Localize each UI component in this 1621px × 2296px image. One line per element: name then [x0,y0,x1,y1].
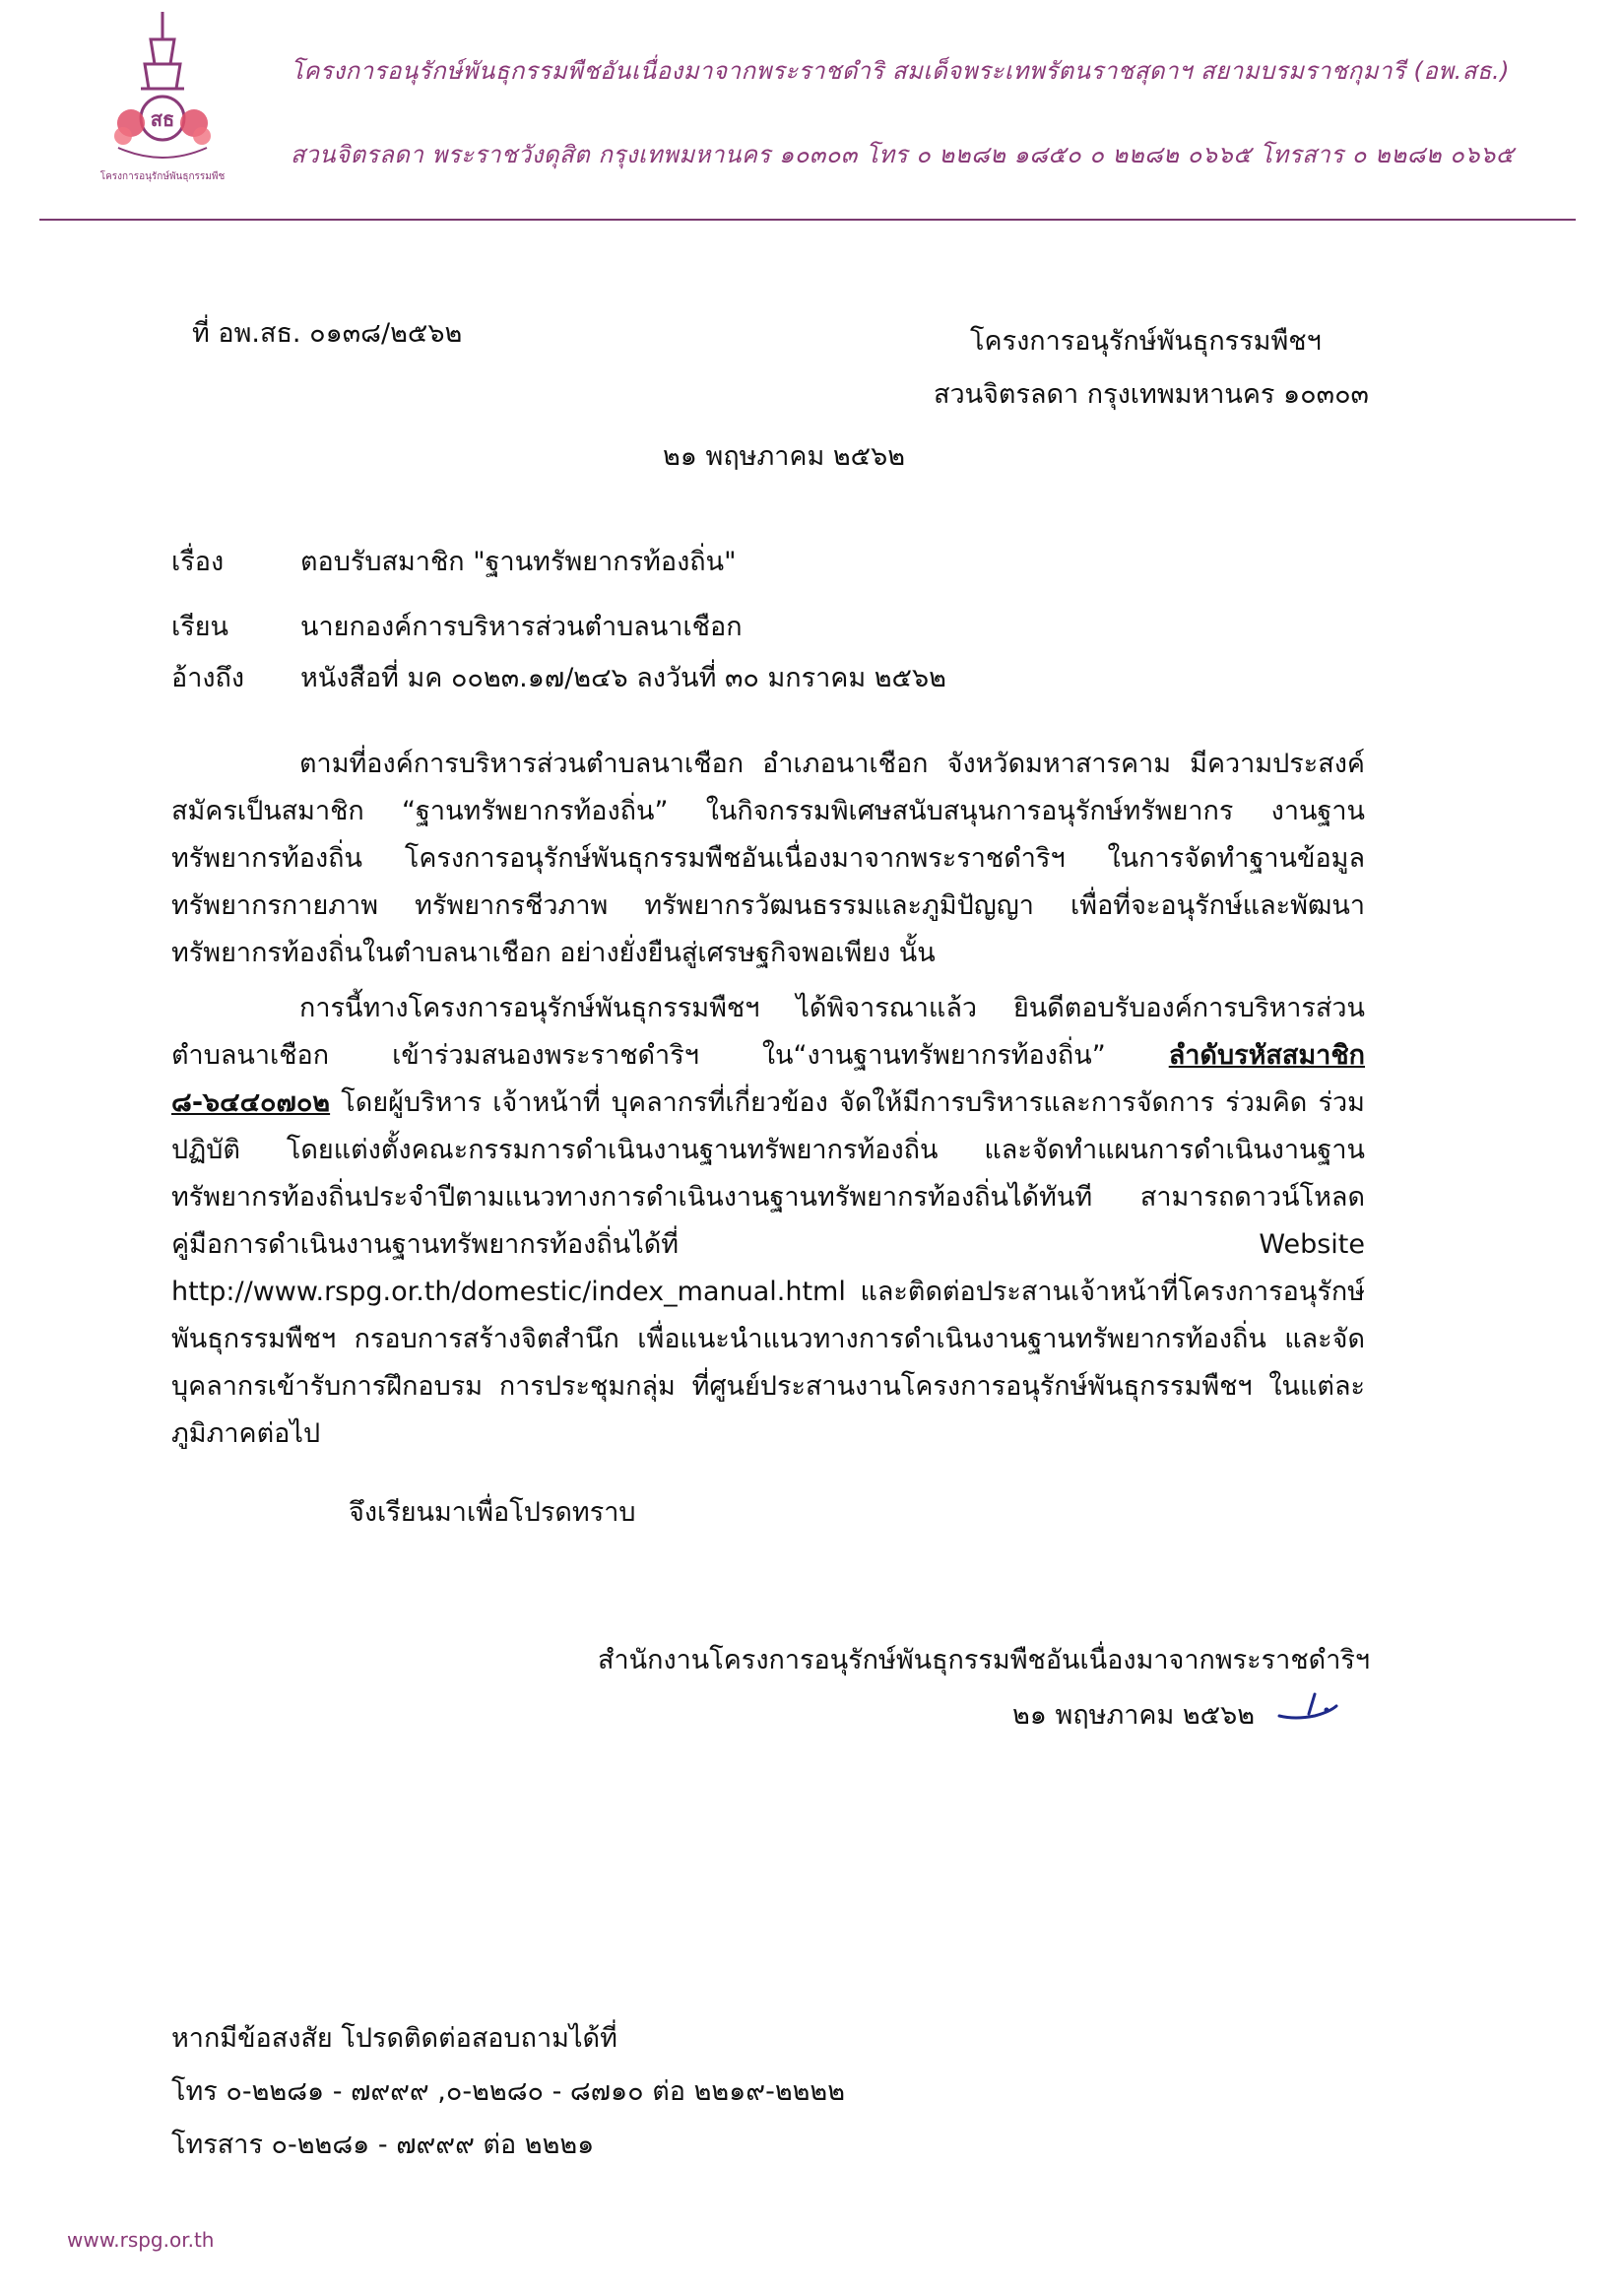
handwritten-initial [1275,1686,1344,1730]
paragraph-2-text-part1: การนี้ทางโครงการอนุรักษ์พันธุกรรมพืชฯ ได้พิจารณาแล้ว ยินดีตอบรับองค์การบริหารส่วนตำบลนาเชือก เข้าร่วมสนองพระราชดำริฯ ใน“งานฐานทรัพยากรท้องถิ่น” [171,993,1365,1071]
subject-value: ตอบรับสมาชิก "ฐานทรัพยากรท้องถิ่น" [300,547,737,577]
signature-office: สำนักงานโครงการอนุรักษ์พันธุกรรมพืชอันเนื่องมาจากพระราชดำริฯ [598,1645,1371,1675]
footer-website[interactable]: www.rspg.or.th [67,2228,215,2252]
document-number: ที่ อพ.สธ. ๐๑๓๘/๒๕๖๒ [192,318,463,349]
subject-label: เรื่อง [171,547,225,577]
contact-phone: โทร ๐-๒๒๘๑ - ๗๙๙๙ ,๐-๒๒๘๐ - ๘๗๑๐ ต่อ ๒๒๑๙-๒๒๒๒ [171,2076,846,2107]
paragraph-1 [171,741,1365,977]
svg-text:สธ: สธ [150,107,175,131]
reference-label: อ้างถึง [171,663,245,693]
paragraph-2 [171,985,1365,1458]
rspg-emblem-icon [94,10,231,187]
signature-mark-icon [1275,1686,1344,1726]
rspg-logo [94,10,231,187]
svg-text:โครงการอนุรักษ์พันธุกรรมพืช: โครงการอนุรักษ์พันธุกรรมพืช [99,171,226,182]
sender-name: โครงการอนุรักษ์พันธุกรรมพืชฯ [970,326,1322,357]
to-label: เรียน [171,612,229,642]
paragraph-2-text-part2: โดยผู้บริหาร เจ้าหน้าที่ บุคลากรที่เกี่ยวข้อง จัดให้มีการบริหารและการจัดการ ร่วมคิด ร่วมปฏิบัติ โดยแต่งตั้งคณะกรรมการดำเนินงานฐานทรัพยากรท้องถิ่น และจัดทำแผนการดำเนินงานฐานทรัพยากรท้องถิ่นประจำปีตามแนวทางการดำเนินงานฐานทรัพยากรท้องถิ่นได้ทันที สามารถดาวน์โหลดคู่มือการดำเนินงานฐานทรัพยากรท้องถิ่นได้ที่ Website http://www.rspg.or.th/domestic/index_manual.html และติดต่อประสานเจ้าหน้าที่โครงการอนุรักษ์พันธุกรรมพืชฯ กรอบการสร้างจิตสำนึก เพื่อแนะนำแนวทางการดำเนินงานฐานทรัพยากรท้องถิ่น และจัดบุคลากรเข้ารับการฝึกอบรม การประชุมกลุ่ม ที่ศูนย์ประสานงานโครงการอนุรักษ์พันธุกรรมพืชฯ ในแต่ละภูมิภาคต่อไป [171,1087,1365,1449]
letterhead-divider [39,219,1576,221]
letterhead-line-1: โครงการอนุรักษ์พันธุกรรมพืชอันเนื่องมาจากพระราชดำริ สมเด็จพระเทพรัตนราชสุดาฯ สยามบรมราชกุมารี (อพ.สธ.) [291,57,1510,85]
signature-date: ๒๑ พฤษภาคม ๒๕๖๒ [1012,1700,1256,1731]
letter-date: ๒๑ พฤษภาคม ๒๕๖๒ [663,441,906,472]
paragraph-1-text: ตามที่องค์การบริหารส่วนตำบลนาเชือก อำเภอนาเชือก จังหวัดมหาสารคาม มีความประสงค์สมัครเป็นสมาชิก “ฐานทรัพยากรท้องถิ่น” ในกิจกรรมพิเศษสนับสนุนการอนุรักษ์ทรัพยากร งานฐานทรัพยากรท้องถิ่น โครงการอนุรักษ์พันธุกรรมพืชอันเนื่องมาจากพระราชดำริฯ ในการจัดทำฐานข้อมูลทรัพยากรกายภาพ ทรัพยากรชีวภาพ ทรัพยากรวัฒนธรรมและภูมิปัญญา เพื่อที่จะอนุรักษ์และพัฒนาทรัพยากรท้องถิ่นในตำบลนาเชือก อย่างยั่งยืนสู่เศรษฐกิจพอเพียง นั้น [171,749,1365,968]
to-value: นายกองค์การบริหารส่วนตำบลนาเชือก [300,612,743,642]
contact-fax: โทรสาร ๐-๒๒๘๑ - ๗๙๙๙ ต่อ ๒๒๒๑ [171,2130,595,2160]
letterhead-line-2: สวนจิตรลดา พระราชวังดุสิต กรุงเทพมหานคร ๑๐๓๐๓ โทร ๐ ๒๒๘๒ ๑๘๕๐ ๐ ๒๒๘๒ ๐๖๖๕ โทรสาร ๐ ๒๒๘๒ ๐๖๖๕ [291,141,1515,168]
sender-address: สวนจิตรลดา กรุงเทพมหานคร ๑๐๓๐๓ [934,379,1370,410]
member-code: ลำดับรหัสสมาชิก ๘-๖๔๔๐๗๐๒ [171,1040,1365,1118]
closing-text: จึงเรียนมาเพื่อโปรดทราบ [349,1497,636,1528]
reference-value: หนังสือที่ มค ๐๐๒๓.๑๗/๒๔๖ ลงวันที่ ๓๐ มกราคม ๒๕๖๒ [300,663,946,693]
contact-intro: หากมีข้อสงสัย โปรดติดต่อสอบถามได้ที่ [171,2023,617,2054]
